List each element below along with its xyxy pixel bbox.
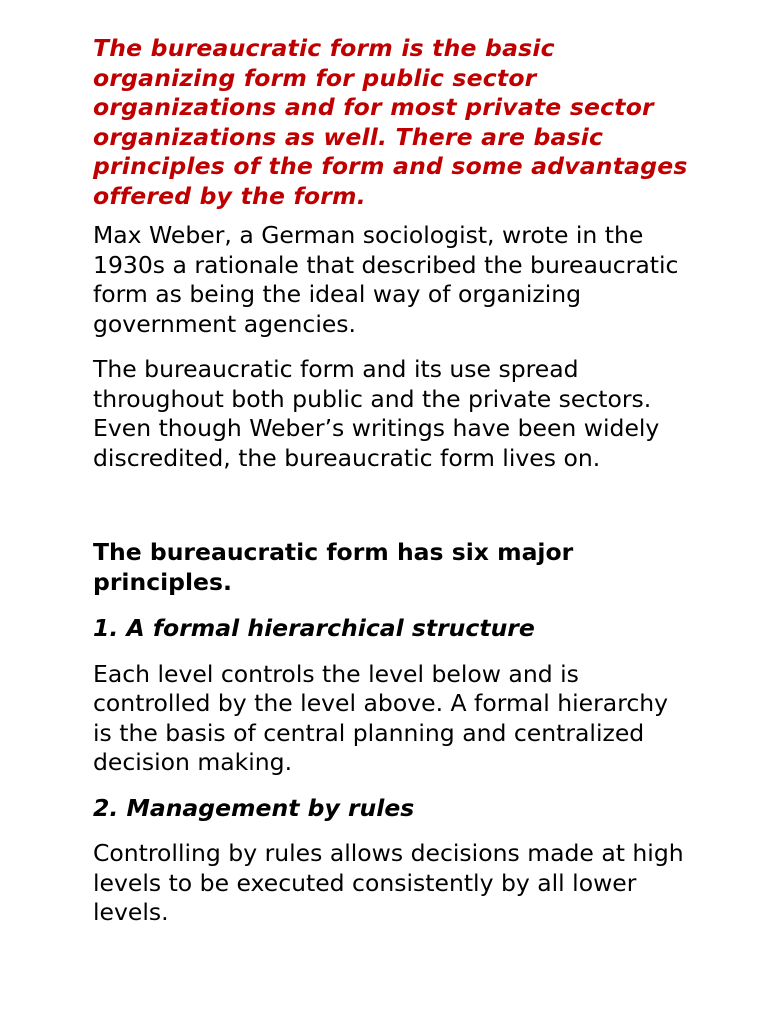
body-paragraph-spread: The bureaucratic form and its use spread throughout both public and the private sectors. Even though Weber’s writings have been widely discredited, the bureaucratic form lives on. — [93, 355, 660, 472]
principle-2-heading: 2. Management by rules — [93, 793, 415, 822]
body-paragraph-weber: Max Weber, a German sociologist, wrote in the 1930s a rationale that described the bureaucratic form as being the ideal way of organizing government agencies. — [93, 221, 679, 338]
principles-heading: The bureaucratic form has six major principles. — [93, 538, 574, 596]
principle-1-heading: 1. A formal hierarchical structure — [93, 614, 535, 642]
intro-paragraph: The bureaucratic form is the basic organizing form for public sector organizations and for most private sector organizations as well. There are basic principles of the form and some advantages offered by the form. — [93, 34, 688, 210]
document-page — [93, 34, 693, 928]
principle-2-body: Controlling by rules allows decisions made at high levels to be executed consistently by all lower levels. — [93, 839, 684, 926]
principle-1-body: Each level controls the level below and is controlled by the level above. A formal hierarchy is the basis of central planning and centralized decision making. — [93, 659, 669, 776]
